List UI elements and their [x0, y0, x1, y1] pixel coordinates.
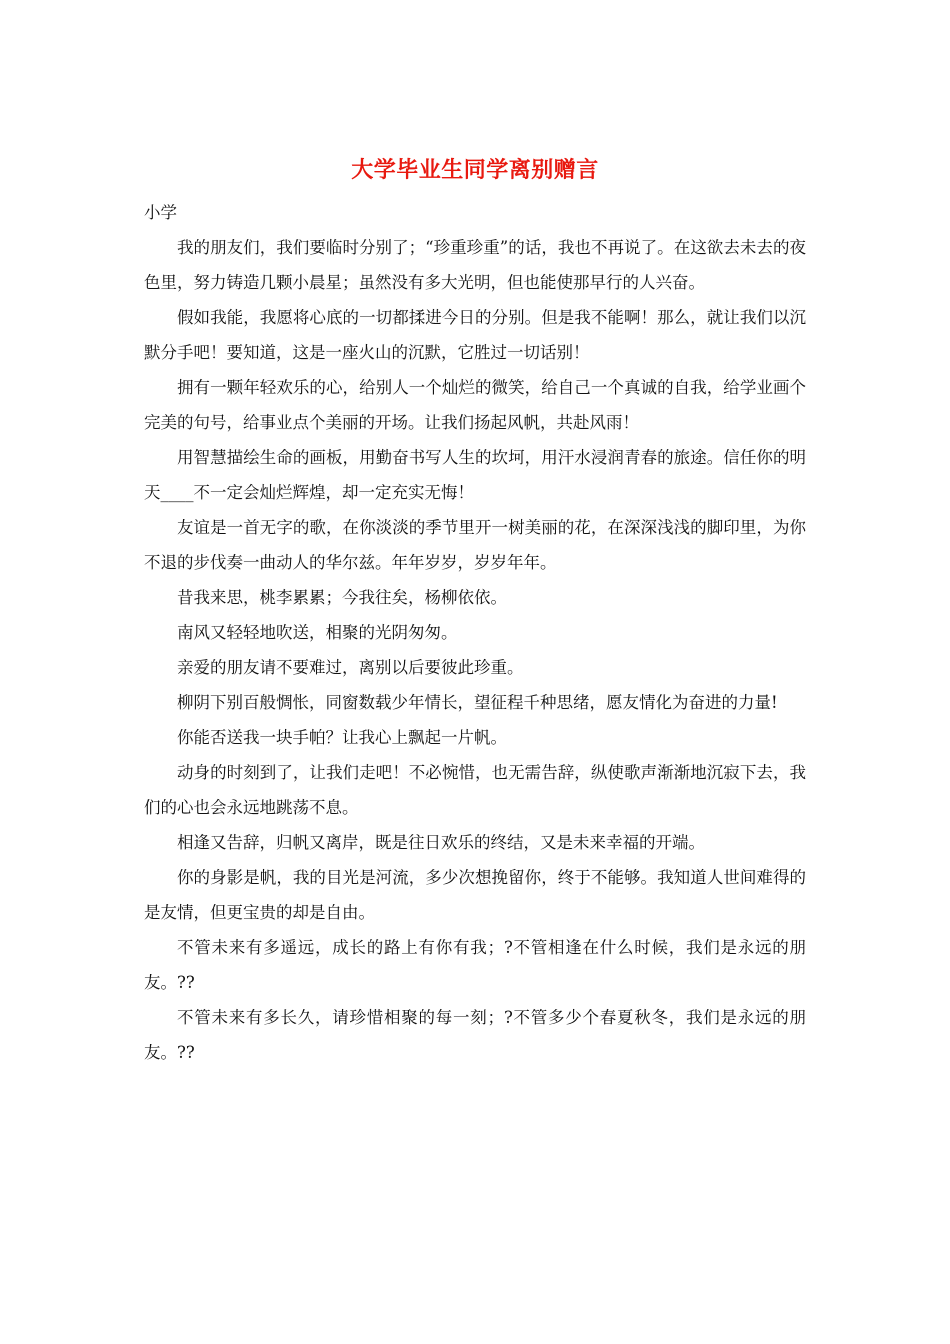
paragraph: 我的朋友们，我们要临时分别了；“珍重珍重”的话，我也不再说了。在这欲去未去的夜色里，努力铸造几颗小晨星；虽然没有多大光明，但也能使那早行的人兴奋。: [144, 238, 806, 292]
section-label: 小学: [144, 203, 177, 222]
paragraph: 友谊是一首无字的歌，在你淡淡的季节里开一树美丽的花，在深深浅浅的脚印里，为你不退的步伐奏一曲动人的华尔兹。年年岁岁，岁岁年年。: [144, 518, 806, 572]
paragraph: 用智慧描绘生命的画板，用勤奋书写人生的坎坷，用汗水浸润青春的旅途。信任你的明天____不一定会灿烂辉煌，却一定充实无悔！: [144, 448, 806, 502]
paragraph: 拥有一颗年轻欢乐的心，给别人一个灿烂的微笑，给自己一个真诚的自我，给学业画个完美的句号，给事业点个美丽的开场。让我们扬起风帆，共赴风雨！: [144, 378, 806, 432]
paragraph: 亲爱的朋友请不要难过，离别以后要彼此珍重。: [177, 658, 524, 677]
document-body: [144, 195, 806, 1070]
paragraph: 不管未来有多遥远，成长的路上有你有我；?不管相逢在什么时候，我们是永远的朋友。??: [144, 938, 806, 992]
document-title: 大学毕业生同学离别赠言: [351, 157, 599, 183]
paragraph: 昔我来思，桃李累累；今我往矣，杨柳依依。: [177, 588, 507, 607]
paragraph: 柳阴下别百般惆怅，同窗数载少年情长，望征程千种思绪，愿友情化为奋进的力量!: [177, 693, 778, 712]
paragraph: 不管未来有多长久，请珍惜相聚的每一刻；?不管多少个春夏秋冬，我们是永远的朋友。??: [144, 1008, 806, 1062]
paragraph: 南风又轻轻地吹送，相聚的光阴匆匆。: [177, 623, 458, 642]
paragraph: 你的身影是帆，我的目光是河流，多少次想挽留你，终于不能够。我知道人世间难得的是友情，但更宝贵的却是自由。: [144, 868, 806, 922]
paragraph: 动身的时刻到了，让我们走吧！不必惋惜，也无需告辞，纵使歌声渐渐地沉寂下去，我们的心也会永远地跳荡不息。: [144, 763, 806, 817]
paragraph: 假如我能，我愿将心底的一切都揉进今日的分别。但是我不能啊！那么，就让我们以沉默分手吧！要知道，这是一座火山的沉默，它胜过一切话别！: [144, 308, 806, 362]
paragraph: 相逢又告辞，归帆又离岸，既是往日欢乐的终结，又是未来幸福的开端。: [177, 833, 705, 852]
paragraph: 你能否送我一块手帕？让我心上飘起一片帆。: [177, 728, 507, 747]
